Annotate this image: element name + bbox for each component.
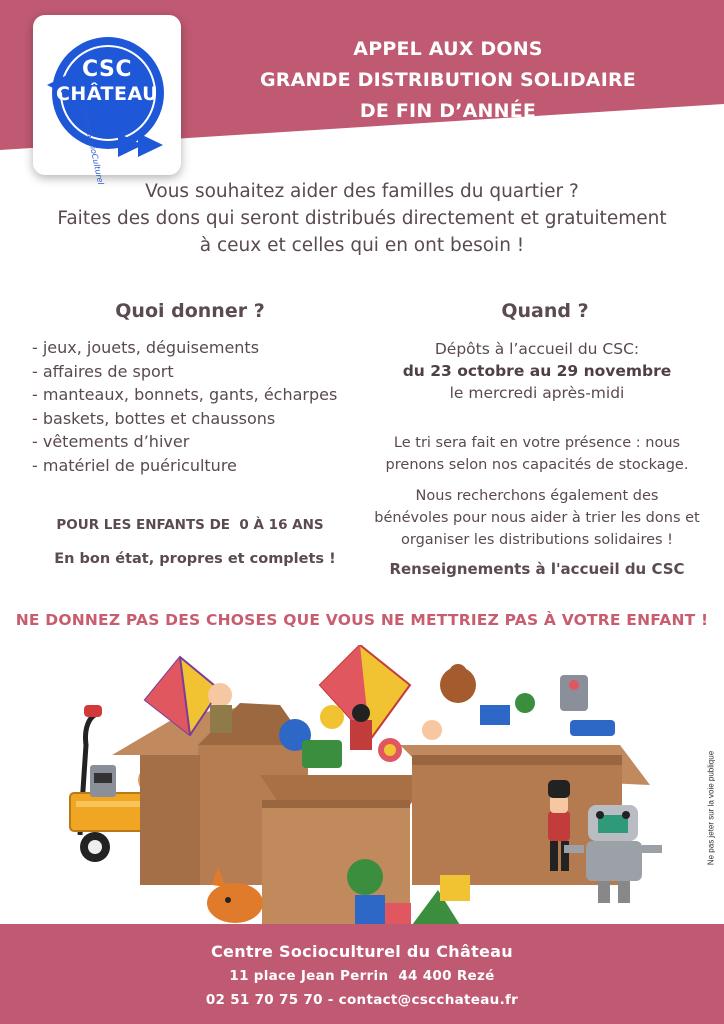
arrow-icon [138, 133, 163, 157]
warning-banner: NE DONNEZ PAS DES CHOSES QUE VOUS NE METTRIEZ PAS À VOTRE ENFANT ! [15, 611, 709, 629]
deposit-info [360, 338, 714, 404]
footer-address: 11 place Jean Perrin 44 400 Rezé [229, 968, 495, 984]
intro-text [30, 178, 694, 259]
volunteers-line: bénévoles pour nous aider à trier les dons et [374, 510, 700, 526]
logo-subtitle: Centre SocioCulturel [79, 103, 106, 186]
footer [0, 924, 724, 1024]
age-range-note: POUR LES ENFANTS DE 0 À 16 ANS [56, 517, 324, 533]
sorting-line: Le tri sera fait en votre présence : nous [393, 435, 681, 451]
title-line: DE FIN D’ANNÉE [359, 100, 537, 122]
intro-line: Faites des dons qui seront distribués directement et gratuitement [57, 208, 667, 229]
deposit-line: Dépôts à l’accueil du CSC: [434, 340, 640, 358]
condition-note: En bon état, propres et complets ! [54, 551, 336, 567]
list-item: - jeux, jouets, déguisements [32, 338, 260, 357]
logo [33, 15, 181, 186]
toys-illustration [40, 645, 680, 930]
footer-contact: 02 51 70 75 70 - contact@cscchateau.fr [205, 992, 519, 1008]
page-title [230, 34, 666, 127]
list-item: - matériel de puériculture [32, 455, 237, 475]
list-item: - baskets, bottes et chaussons [32, 408, 276, 428]
list-item: - manteaux, bonnets, gants, écharpes [32, 385, 338, 404]
list-item: - affaires de sport [32, 361, 174, 381]
when-heading: Quand ? [501, 300, 589, 322]
title-line: APPEL AUX DONS [353, 38, 543, 60]
sorting-info [360, 432, 714, 476]
donation-list [32, 336, 337, 477]
volunteers-line: Nous recherchons également des [415, 488, 659, 504]
volunteers-line: organiser les distributions solidaires ! [401, 532, 673, 548]
sorting-line: prenons selon nos capacités de stockage. [385, 457, 689, 473]
information-note: Renseignements à l'accueil du CSC [389, 560, 685, 578]
logo-text-csc: CSC [81, 57, 133, 82]
deposit-day: le mercredi après-midi [449, 384, 625, 402]
intro-line: à ceux et celles qui en ont besoin ! [199, 235, 525, 256]
title-line: GRANDE DISTRIBUTION SOLIDAIRE [260, 69, 636, 91]
intro-line: Vous souhaitez aider des familles du quartier ? [145, 181, 579, 202]
what-to-give-heading: Quoi donner ? [115, 300, 265, 322]
logo-text-chateau: CHÂTEAU [55, 83, 159, 105]
volunteers-info [360, 485, 714, 551]
footer-org-name: Centre Socioculturel du Château [211, 942, 513, 961]
deposit-dates: du 23 octobre au 29 novembre [402, 362, 672, 380]
list-item: - vêtements d’hiver [32, 432, 190, 451]
side-note: Ne pas jeter sur la voie publique [706, 750, 716, 866]
